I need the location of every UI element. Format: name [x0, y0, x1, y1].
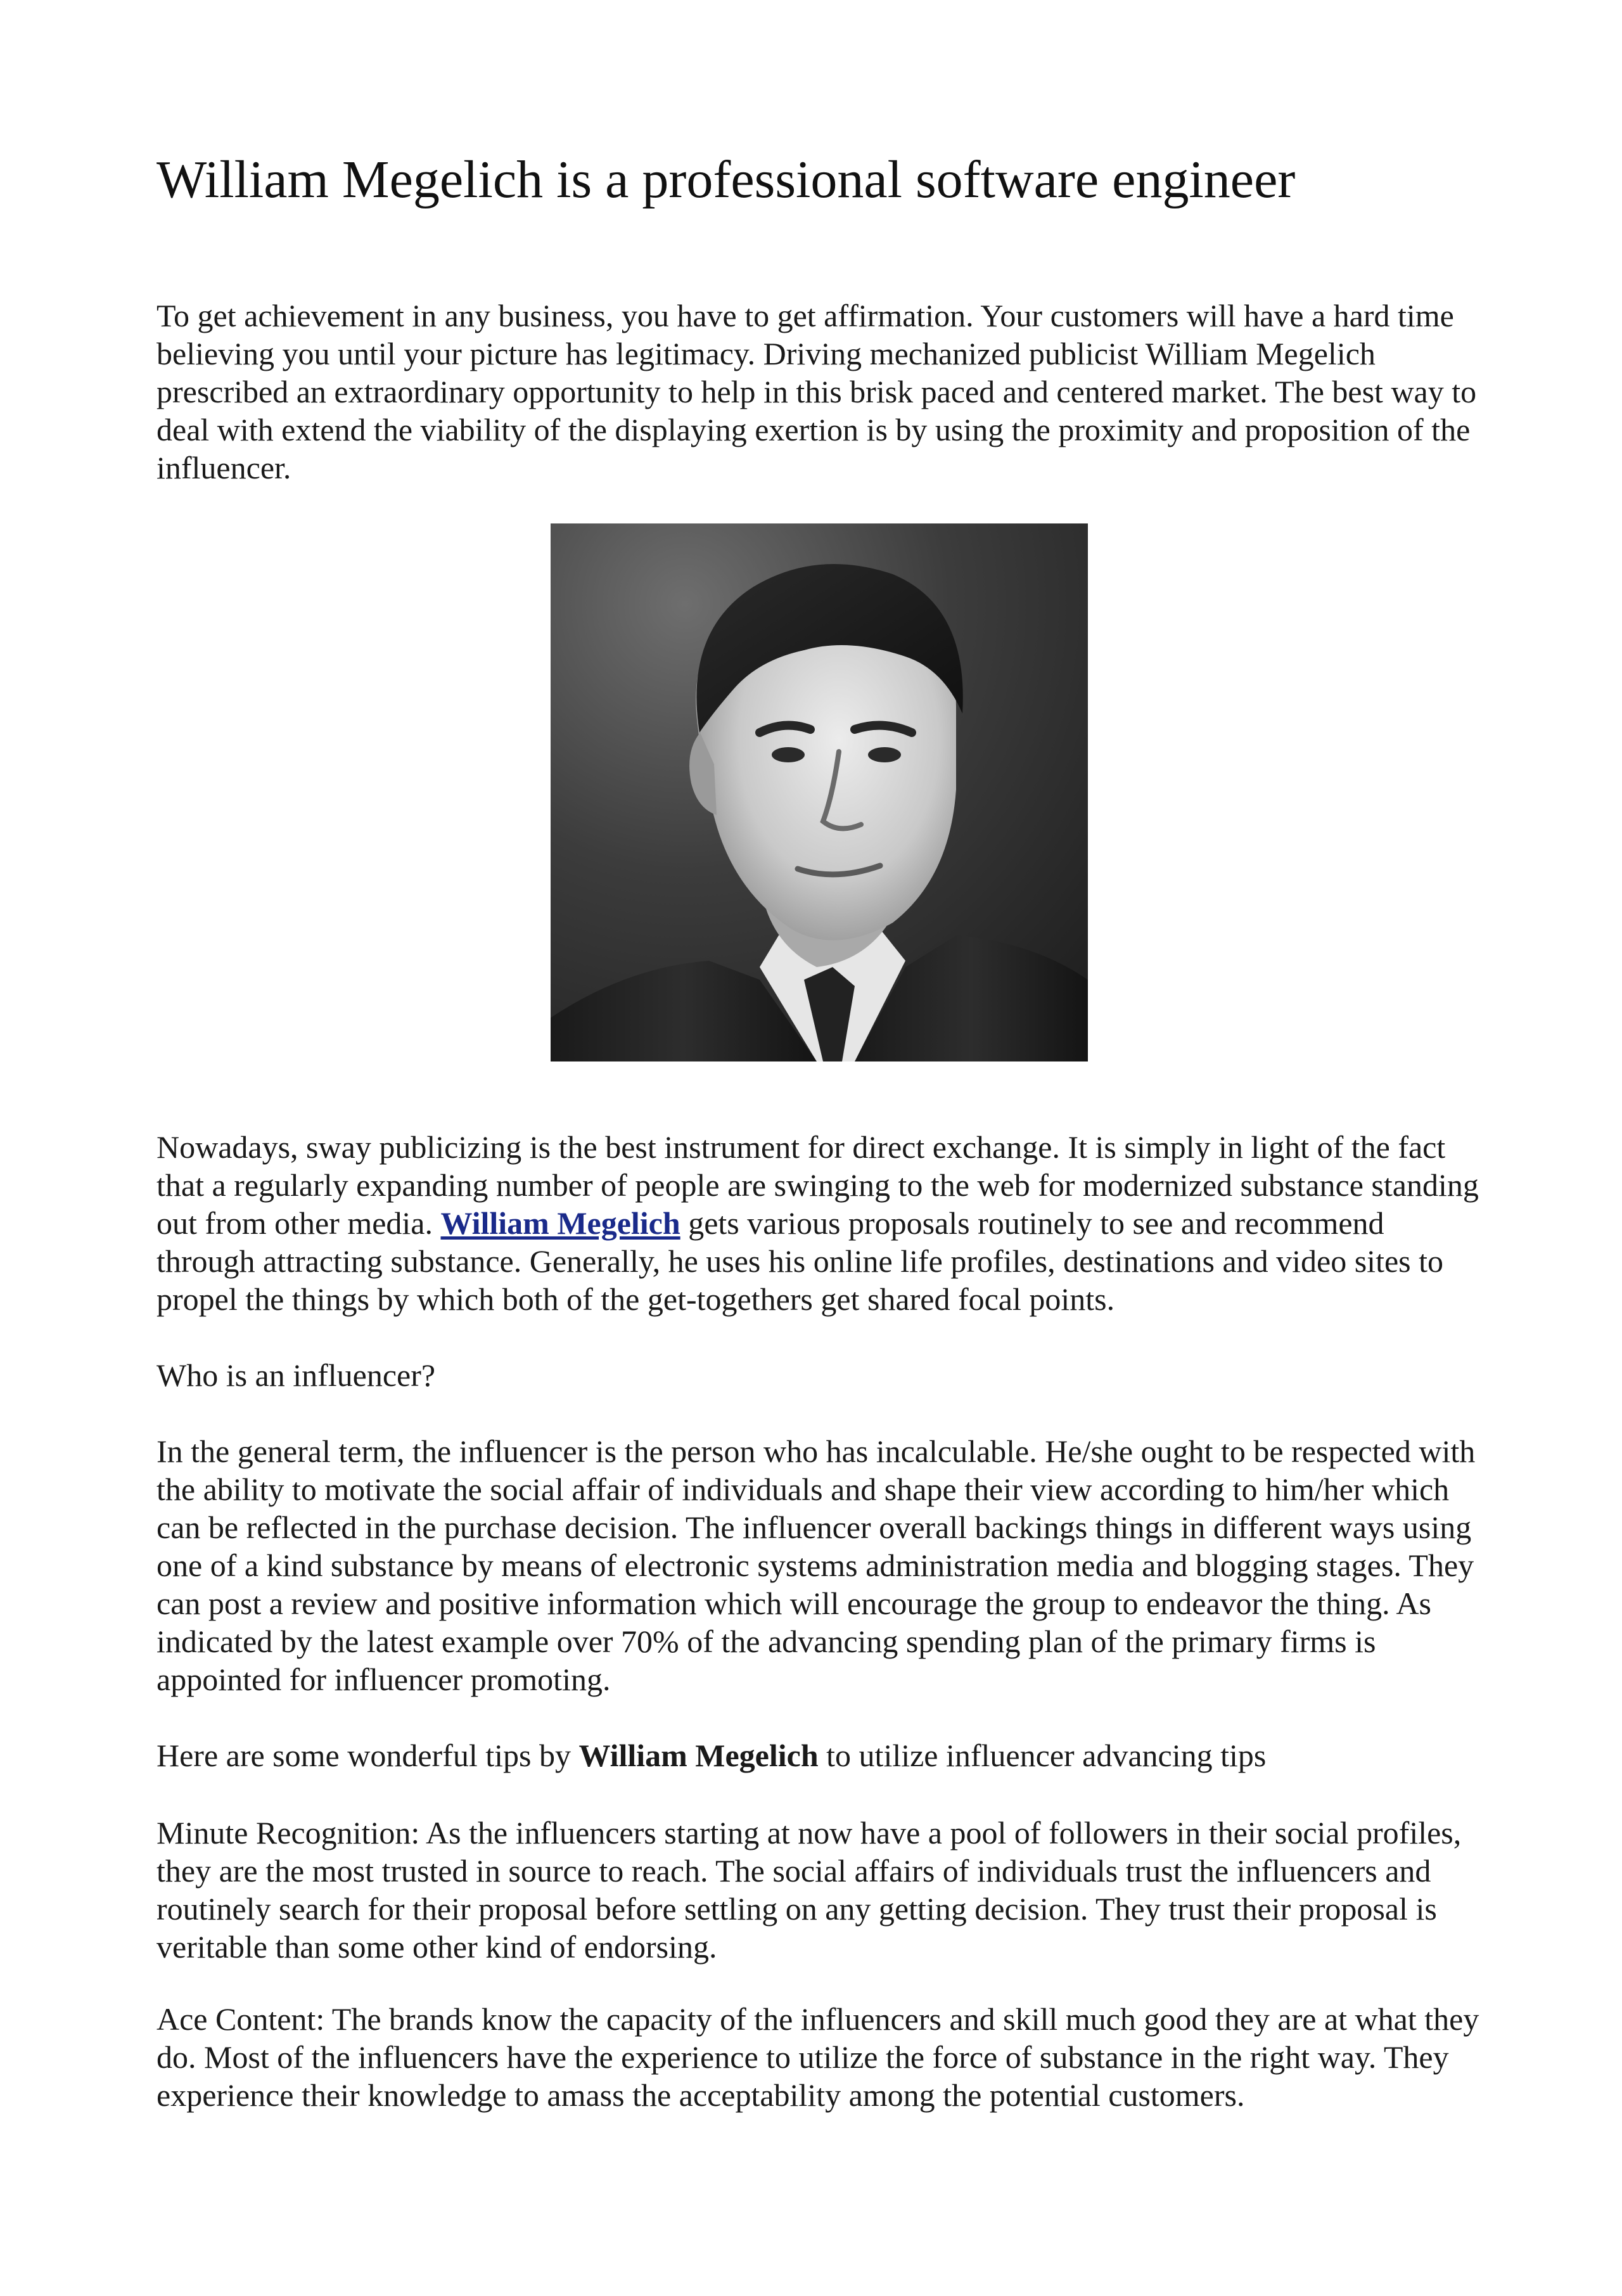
influence-paragraph [156, 1128, 1487, 1318]
tips-intro [156, 1736, 1487, 1774]
paragraph-text: Nowadays, sway publicizing is the best instrument for direct exchange. It is simply in light of the fact that a regularly expanding number of people are swinging to the web for modernized substance standing out from other media. [156, 1129, 1479, 1241]
definition-paragraph: In the general term, the influencer is the person who has incalculable. He/she ought to be respected with the ability to motivate the social affair of individuals and shape their view according to him/her which can be reflected in the purchase decision. The influencer overall backings things in different ways using one of a kind substance by means of electronic systems administration media and blogging stages. They can post a review and positive information which will encourage the group to endeavor the thing. As indicated by the latest example over 70% of the advancing spending plan of the primary firms is appointed for influencer promoting. [156, 1433, 1476, 1697]
william-megelich-link[interactable]: William Megelich [440, 1205, 680, 1241]
tip-minute-recognition: Minute Recognition: As the influencers starting at now have a pool of followers in their social profiles, they are the most trusted in source to reach. The social affairs of individuals trust the influencers and routinely search for their proposal before settling on any getting decision. They trust their proposal is veritable than some other kind of endorsing. [156, 1815, 1462, 1965]
portrait-photo [551, 523, 1088, 1061]
intro-paragraph: To get achievement in any business, you have to get affirmation. Your customers will have a hard time believing you until your picture has legitimacy. Driving mechanized publicist William Megelich prescribed an extraordinary opportunity to help in this brisk paced and centered market. The best way to deal with extend the viability of the displaying exertion is by using the proximity and proposition of the influencer. [156, 298, 1477, 485]
author-name-bold: William Megelich [578, 1738, 819, 1773]
paragraph-text: gets various proposals routinely to see and recommend through attracting substance. Generally, he uses his online life profiles, destinations and video sites to propel the things by which both of the get-togethers get shared focal points. [156, 1205, 1444, 1317]
paragraph-text: to utilize influencer advancing tips [818, 1738, 1267, 1773]
section-question: Who is an influencer? [156, 1357, 436, 1393]
portrait-image [551, 523, 1088, 1061]
page-title: William Megelich is a professional software engineer [156, 150, 1296, 209]
paragraph-text: Here are some wonderful tips by [156, 1738, 579, 1773]
tip-ace-content: Ace Content: The brands know the capacity of the influencers and skill much good they are at what they do. Most of the influencers have the experience to utilize the force of substance in the right way. They experience their knowledge to amass the acceptability among the potential customers. [156, 2001, 1479, 2113]
